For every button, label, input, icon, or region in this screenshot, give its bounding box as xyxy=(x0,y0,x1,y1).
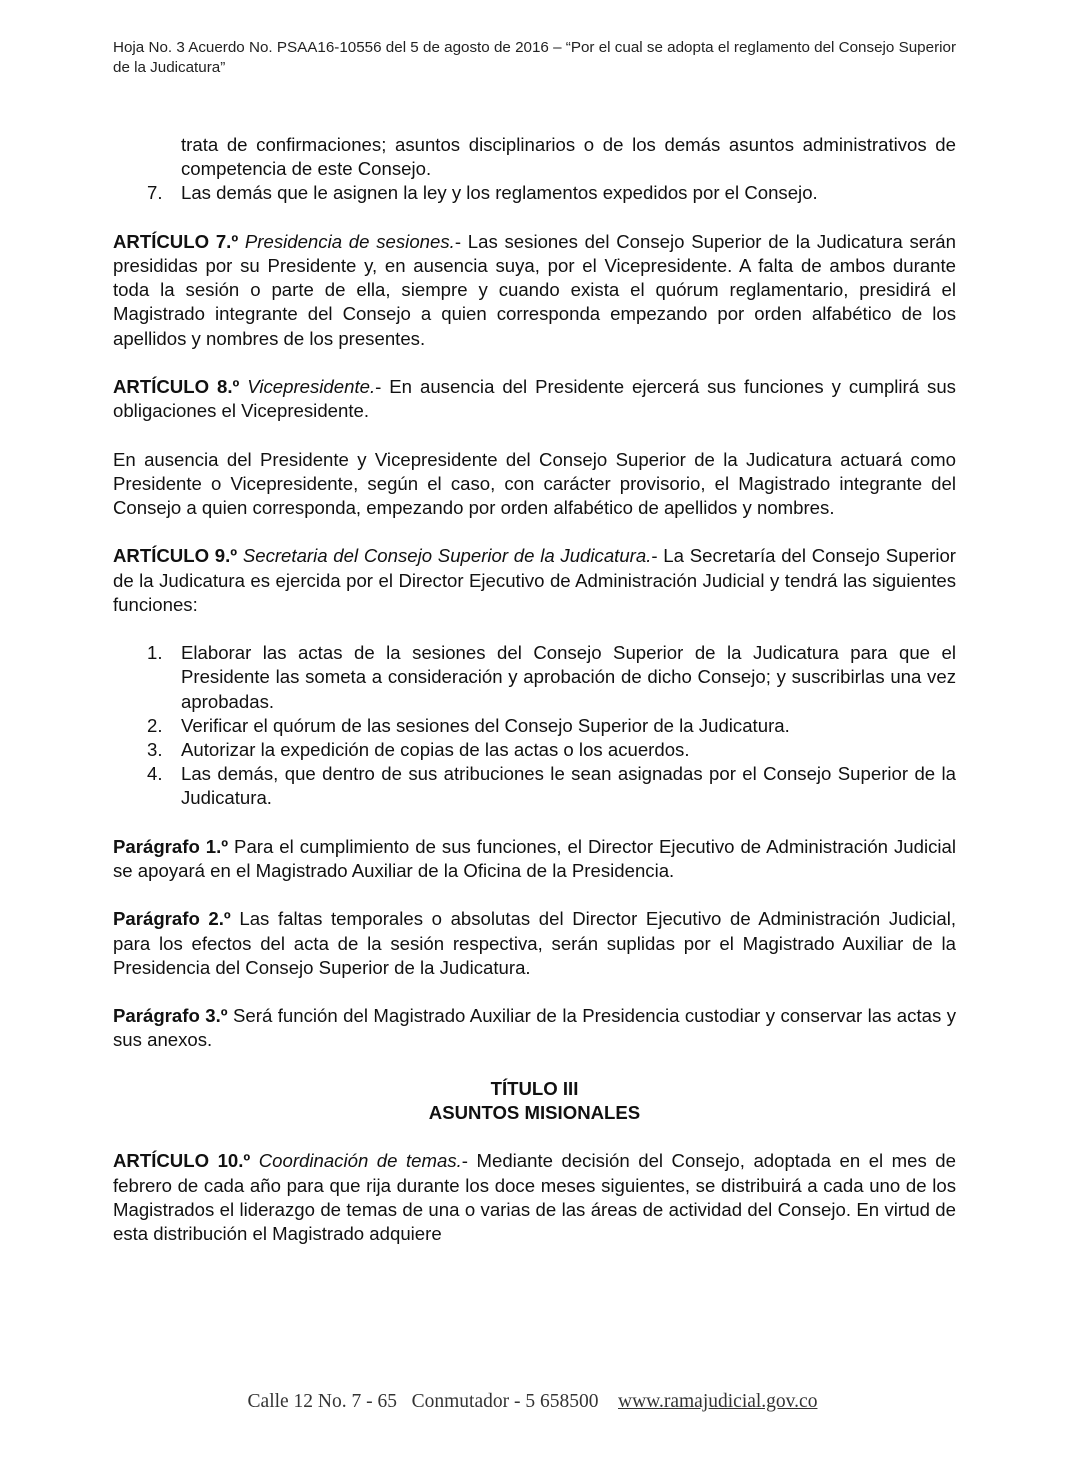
list-item xyxy=(113,762,956,810)
article-7 xyxy=(113,230,956,351)
paragrafo-text: Para el cumplimiento de sus funciones, el Director Ejecutivo de Administración Judicial se apoyará en el Magistrado Auxiliar de la Oficina de la Presidencia. xyxy=(113,835,956,881)
list-item-number: 7. xyxy=(147,182,163,204)
continuation-list xyxy=(113,181,956,205)
article-title: Presidencia de sesiones. xyxy=(244,230,455,252)
continuation-paragraph: trata de confirmaciones; asuntos disciplinarios o de los demás asuntos administrativos de competencia de este Consejo. xyxy=(181,134,956,180)
list-item xyxy=(113,181,956,205)
section-title-name: ASUNTOS MISIONALES xyxy=(428,1101,641,1123)
document-body xyxy=(113,133,956,1270)
paragrafo-text: Será función del Magistrado Auxiliar de la Presidencia custodiar y conservar las actas y sus anexos. xyxy=(113,1005,956,1051)
list-item-text: Las demás, que dentro de sus atribuciones le sean asignadas por el Consejo Superior de la Judicatura. xyxy=(181,763,956,809)
article-8 xyxy=(113,375,956,423)
page-footer xyxy=(0,1391,1065,1413)
article-10 xyxy=(113,1149,956,1246)
list-item xyxy=(113,738,956,762)
list-item-number: 1. xyxy=(147,642,163,664)
list-item xyxy=(113,641,956,714)
article-9-functions-list xyxy=(113,641,956,810)
paragrafo-3 xyxy=(113,1004,956,1052)
article-text: - Mediante decisión del Consejo, adoptada en el mes de febrero de cada año para que rija durante los doce meses siguientes, se distribuirá a cada uno de los Magistrados el liderazgo de temas de una o varias de las áreas de actividad del Consejo. En virtud de esta distribución el Magistrado adquiere xyxy=(113,1150,956,1244)
list-item-text: Verificar el quórum de las sesiones del Consejo Superior de la Judicatura. xyxy=(181,714,790,736)
paragrafo-label: Parágrafo 1.º xyxy=(113,835,229,857)
footer-website-link[interactable]: www.ramajudicial.gov.co xyxy=(618,1391,818,1412)
section-title xyxy=(113,1077,956,1125)
article-text: - La Secretaría del Consejo Superior de la Judicatura es ejercida por el Director Ejecutivo de Administración Judicial y tendrá las siguientes funciones: xyxy=(113,545,956,615)
list-item-text: Elaborar las actas de la sesiones del Consejo Superior de la Judicatura para que el Presidente las someta a consideración y aprobación de dicho Consejo; y suscribirlas una vez aprobadas. xyxy=(181,642,956,712)
list-item-text: Las demás que le asignen la ley y los reglamentos expedidos por el Consejo. xyxy=(181,182,818,204)
running-header: Hoja No. 3 Acuerdo No. PSAA16-10556 del 5 de agosto de 2016 – “Por el cual se adopta el reglamento del Consejo Superior de la Judicatura” xyxy=(113,39,956,76)
list-item-number: 2. xyxy=(147,714,163,736)
list-item-text: Autorizar la expedición de copias de las actas o los acuerdos. xyxy=(181,739,690,760)
paragrafo-label: Parágrafo 2.º xyxy=(113,908,231,930)
paragrafo-text: Las faltas temporales o absolutas del Director Ejecutivo de Administración Judicial, para los efectos del acta de la sesión respectiva, serán suplidas por el Magistrado Auxiliar de la Presidencia del Consejo Superior de la Judicatura. xyxy=(113,908,956,978)
article-label: ARTÍCULO 7.º xyxy=(113,230,239,252)
article-title: Coordinación de temas. xyxy=(258,1150,462,1172)
paragrafo-2 xyxy=(113,907,956,980)
list-item-number: 4. xyxy=(147,763,163,785)
article-label: ARTÍCULO 9.º xyxy=(113,545,238,567)
section-title-number: TÍTULO III xyxy=(490,1077,579,1099)
article-label: ARTÍCULO 10.º xyxy=(113,1150,251,1172)
article-8-paragraph-2: En ausencia del Presidente y Vicepresidente del Consejo Superior de la Judicatura actuará como Presidente o Vicepresidente, según el caso, con carácter provisorio, el Magistrado integrante del Consejo a quien corresponda, empezando por orden alfabético de apellidos y nombres. xyxy=(113,448,956,518)
paragrafo-label: Parágrafo 3.º xyxy=(113,1005,228,1027)
list-item-number: 3. xyxy=(147,739,163,760)
list-item xyxy=(113,714,956,738)
paragrafo-1 xyxy=(113,835,956,883)
article-title: Vicepresidente. xyxy=(247,376,376,397)
article-title: Secretaria del Consejo Superior de la Judicatura. xyxy=(242,545,652,567)
article-text: - En ausencia del Presidente ejercerá sus funciones y cumplirá sus obligaciones el Vicepresidente. xyxy=(113,376,956,422)
article-9 xyxy=(113,544,956,617)
footer-address: Calle 12 No. 7 - 65 Conmutador - 5 658500 xyxy=(247,1391,618,1412)
article-label: ARTÍCULO 8.º xyxy=(113,376,240,397)
article-text: - Las sesiones del Consejo Superior de la Judicatura serán presididas por su Presidente y, en ausencia suya, por el Vicepresidente. A falta de ambos durante toda la sesión o parte de ella, siempre y cuando exista el quórum reglamentario, presidirá el Magistrado integrante del Consejo a quien corresponda empezando por orden alfabético de los apellidos y nombres de los presentes. xyxy=(113,230,956,349)
